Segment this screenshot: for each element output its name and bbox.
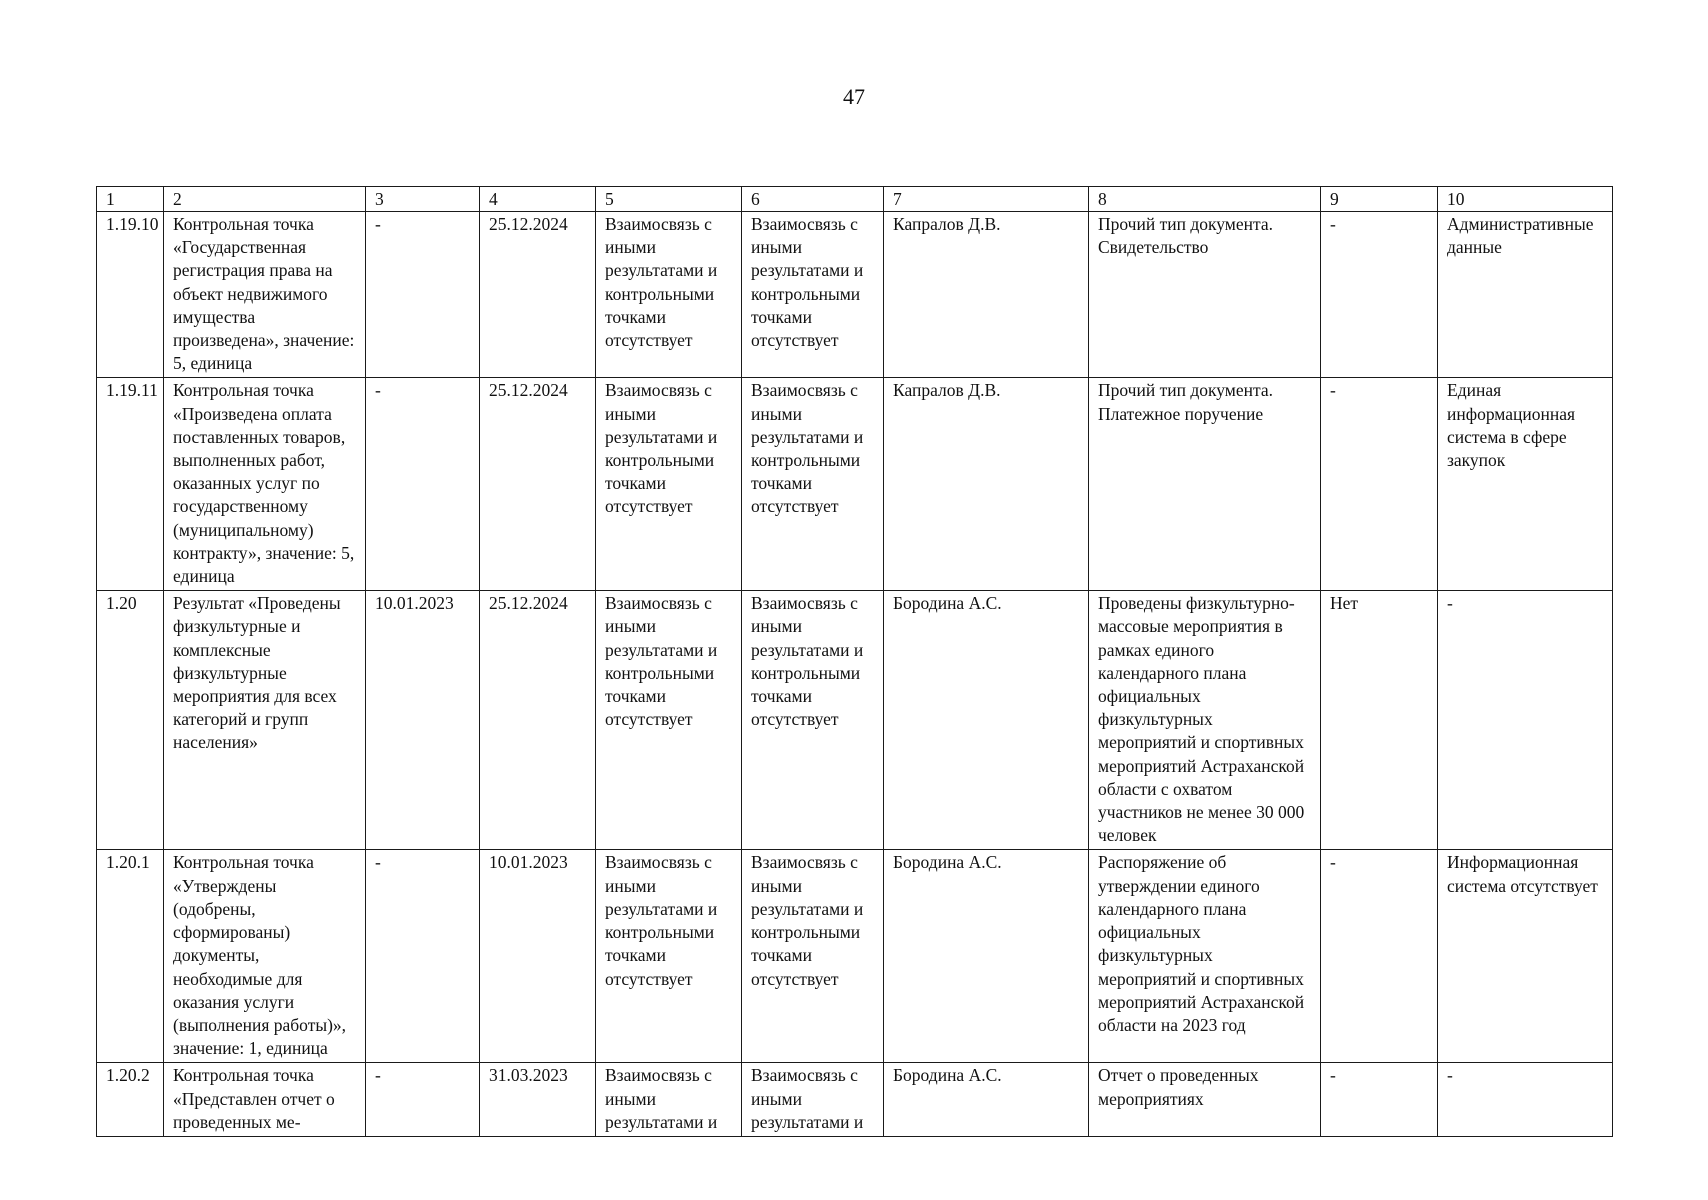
cell-responsible: Капралов Д.В. bbox=[884, 378, 1089, 591]
column-number: 6 bbox=[742, 187, 884, 212]
column-number: 7 bbox=[884, 187, 1089, 212]
cell-info-system: - bbox=[1438, 1063, 1613, 1137]
results-table bbox=[96, 186, 1613, 1137]
cell-flag: Нет bbox=[1321, 591, 1438, 850]
cell-successors: Взаимосвязь с иными результатами и контрольными точками отсутствует bbox=[742, 591, 884, 850]
cell-document: Проведены физкультурно-массовые мероприятия в рамках единого календарного плана официальных физкультурных мероприятий и спортивных мероприятий Астраханской области с охватом участников не менее 30 000 человек bbox=[1089, 591, 1321, 850]
cell-flag: - bbox=[1321, 212, 1438, 378]
cell-responsible: Капралов Д.В. bbox=[884, 212, 1089, 378]
cell-info-system: Информационная система отсутствует bbox=[1438, 850, 1613, 1063]
cell-start-date: - bbox=[366, 1063, 480, 1137]
table-row bbox=[97, 378, 1613, 591]
cell-responsible: Бородина А.С. bbox=[884, 1063, 1089, 1137]
cell-document: Прочий тип документа. Свидетельство bbox=[1089, 212, 1321, 378]
table-row bbox=[97, 212, 1613, 378]
cell-end-date: 25.12.2024 bbox=[480, 378, 596, 591]
column-number: 9 bbox=[1321, 187, 1438, 212]
cell-name: Контрольная точка «Представлен отчет о проведенных ме- bbox=[164, 1063, 366, 1137]
column-number: 10 bbox=[1438, 187, 1613, 212]
row-number: 1.19.10 bbox=[97, 212, 164, 378]
cell-start-date: - bbox=[366, 212, 480, 378]
cell-end-date: 25.12.2024 bbox=[480, 591, 596, 850]
table-row bbox=[97, 1063, 1613, 1137]
cell-document: Отчет о проведенных мероприятиях bbox=[1089, 1063, 1321, 1137]
cell-end-date: 10.01.2023 bbox=[480, 850, 596, 1063]
cell-info-system: Административные данные bbox=[1438, 212, 1613, 378]
cell-start-date: - bbox=[366, 850, 480, 1063]
cell-responsible: Бородина А.С. bbox=[884, 850, 1089, 1063]
cell-predecessors: Взаимосвязь с иными результатами и контрольными точками отсутствует bbox=[596, 378, 742, 591]
row-number: 1.20.1 bbox=[97, 850, 164, 1063]
column-number: 5 bbox=[596, 187, 742, 212]
cell-flag: - bbox=[1321, 1063, 1438, 1137]
cell-end-date: 25.12.2024 bbox=[480, 212, 596, 378]
cell-flag: - bbox=[1321, 850, 1438, 1063]
row-number: 1.20 bbox=[97, 591, 164, 850]
cell-predecessors: Взаимосвязь с иными результатами и контрольными точками отсутствует bbox=[596, 212, 742, 378]
column-number: 8 bbox=[1089, 187, 1321, 212]
row-number: 1.19.11 bbox=[97, 378, 164, 591]
column-number: 1 bbox=[97, 187, 164, 212]
cell-name: Результат «Проведены физкультурные и комплексные физкультурные мероприятия для всех категорий и групп населения» bbox=[164, 591, 366, 850]
cell-name: Контрольная точка «Государственная регистрация права на объект недвижимого имущества произведена», значение: 5, единица bbox=[164, 212, 366, 378]
cell-start-date: - bbox=[366, 378, 480, 591]
cell-responsible: Бородина А.С. bbox=[884, 591, 1089, 850]
cell-start-date: 10.01.2023 bbox=[366, 591, 480, 850]
cell-name: Контрольная точка «Произведена оплата поставленных товаров, выполненных работ, оказанных услуг по государственному (муниципальному) контракту», значение: 5, единица bbox=[164, 378, 366, 591]
column-number: 4 bbox=[480, 187, 596, 212]
column-number: 3 bbox=[366, 187, 480, 212]
cell-document: Распоряжение об утверждении единого календарного плана официальных физкультурных мероприятий и спортивных мероприятий Астраханской области на 2023 год bbox=[1089, 850, 1321, 1063]
page-number: 47 bbox=[843, 84, 865, 109]
cell-successors: Взаимосвязь с иными результатами и контрольными точками отсутствует bbox=[742, 378, 884, 591]
column-number-row bbox=[97, 187, 1613, 212]
cell-successors: Взаимосвязь с иными результатами и bbox=[742, 1063, 884, 1137]
cell-name: Контрольная точка «Утверждены (одобрены, сформированы) документы, необходимые для оказания услуги (выполнения работы)», значение: 1, единица bbox=[164, 850, 366, 1063]
cell-info-system: - bbox=[1438, 591, 1613, 850]
column-number: 2 bbox=[164, 187, 366, 212]
cell-document: Прочий тип документа. Платежное поручение bbox=[1089, 378, 1321, 591]
cell-flag: - bbox=[1321, 378, 1438, 591]
cell-successors: Взаимосвязь с иными результатами и контрольными точками отсутствует bbox=[742, 212, 884, 378]
cell-successors: Взаимосвязь с иными результатами и контрольными точками отсутствует bbox=[742, 850, 884, 1063]
cell-predecessors: Взаимосвязь с иными результатами и bbox=[596, 1063, 742, 1137]
cell-end-date: 31.03.2023 bbox=[480, 1063, 596, 1137]
cell-info-system: Единая информационная система в сфере закупок bbox=[1438, 378, 1613, 591]
cell-predecessors: Взаимосвязь с иными результатами и контрольными точками отсутствует bbox=[596, 591, 742, 850]
table-row bbox=[97, 591, 1613, 850]
row-number: 1.20.2 bbox=[97, 1063, 164, 1137]
table-row bbox=[97, 850, 1613, 1063]
cell-predecessors: Взаимосвязь с иными результатами и контрольными точками отсутствует bbox=[596, 850, 742, 1063]
